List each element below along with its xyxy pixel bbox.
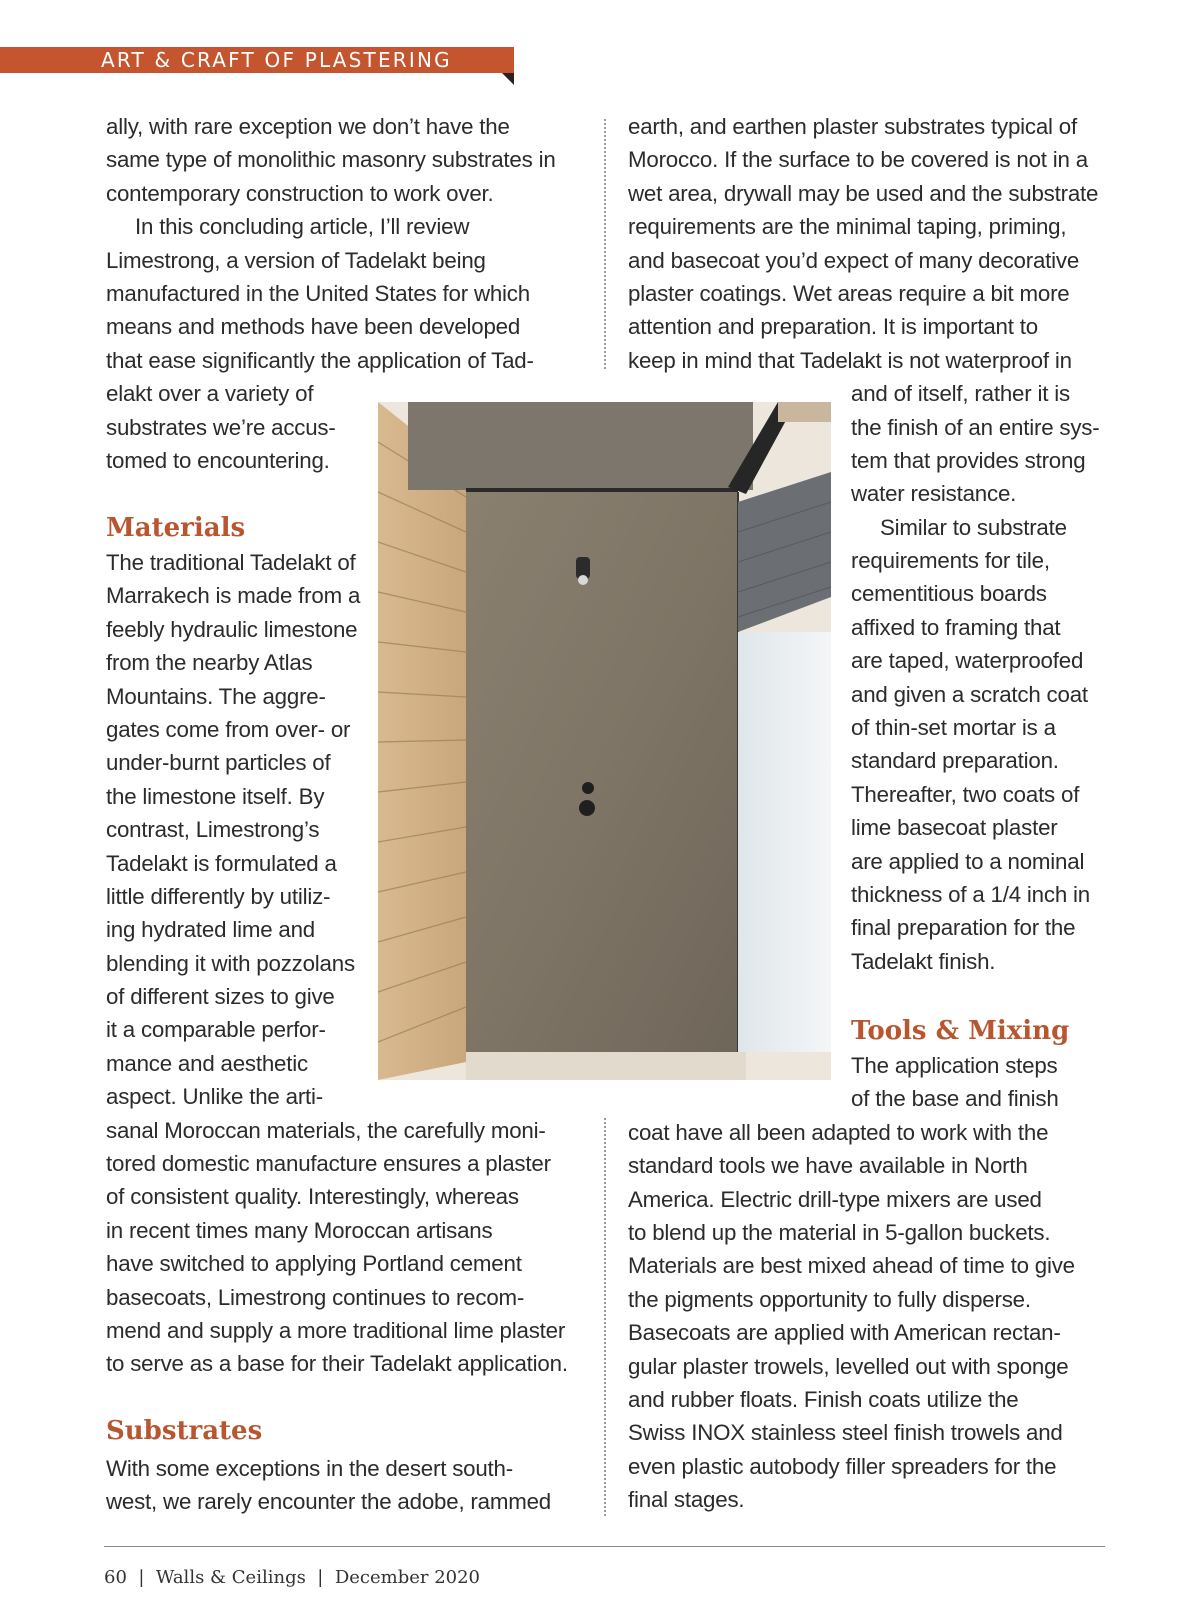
- text-line: means and methods have been developed: [106, 314, 521, 340]
- text-line: ing hydrated lime and: [106, 917, 315, 943]
- footer-separator: |: [317, 1567, 324, 1588]
- left-text-block-3: [106, 1452, 551, 1519]
- text-line: aspect. Unlike the arti-: [106, 1084, 324, 1110]
- text-line: The traditional Tadelakt of: [106, 550, 356, 575]
- text-line: tem that provides strong: [851, 447, 1086, 473]
- text-line: under-burnt particles of: [106, 750, 331, 776]
- text-line: sanal Moroccan materials, the carefully moni-: [106, 1117, 546, 1143]
- text-line: have switched to applying Portland cement: [106, 1251, 522, 1277]
- heading-materials: Materials: [106, 513, 246, 543]
- text-line: of different sizes to give: [106, 984, 335, 1010]
- text-line: elakt over a variety of: [106, 381, 314, 407]
- text-line: standard preparation.: [851, 748, 1059, 774]
- right-text-block-2: [628, 1049, 1075, 1516]
- text-line: coat have all been adapted to work with the: [628, 1119, 1049, 1145]
- text-line: feebly hydraulic limestone: [106, 616, 358, 642]
- banner-fold: [502, 73, 514, 85]
- text-line: cementitious boards: [851, 581, 1047, 607]
- text-line: Materials are best mixed ahead of time to give: [628, 1253, 1075, 1279]
- page-number: 60: [104, 1567, 127, 1588]
- text-line: of the base and finish: [851, 1086, 1059, 1112]
- text-line: standard tools we have available in North: [628, 1153, 1028, 1179]
- text-line: of thin-set mortar is a: [851, 715, 1056, 741]
- text-line: and given a scratch coat: [851, 681, 1088, 707]
- text-line: to serve as a base for their Tadelakt application.: [106, 1351, 568, 1377]
- section-banner: [0, 47, 514, 73]
- text-line: tomed to encountering.: [106, 447, 330, 473]
- text-line: wet area, drywall may be used and the substrate: [628, 180, 1099, 206]
- text-line: Morocco. If the surface to be covered is not in a: [628, 147, 1088, 173]
- text-line: Tadelakt is formulated a: [106, 850, 337, 876]
- text-line: water resistance.: [851, 481, 1017, 507]
- text-line: final preparation for the: [851, 915, 1076, 941]
- text-line: In this concluding article, I’ll review: [135, 214, 470, 240]
- text-line: Swiss INOX stainless steel finish trowels and: [628, 1420, 1063, 1446]
- text-line: thickness of a 1/4 inch in: [851, 881, 1090, 907]
- text-line: requirements are the minimal taping, priming,: [628, 214, 1067, 240]
- publication-name: Walls & Ceilings: [155, 1567, 306, 1588]
- text-line: in recent times many Moroccan artisans: [106, 1217, 493, 1243]
- issue-date: December 2020: [334, 1567, 481, 1588]
- text-line: lime basecoat plaster: [851, 815, 1058, 841]
- text-line: Marrakech is made from a: [106, 583, 361, 609]
- text-line: With some exceptions in the desert south-: [106, 1456, 513, 1481]
- text-line: Basecoats are applied with American rectan-: [628, 1320, 1061, 1346]
- text-line: and basecoat you’d expect of many decorative: [628, 247, 1080, 273]
- heading-substrates: Substrates: [106, 1416, 263, 1446]
- text-line: and rubber floats. Finish coats utilize the: [628, 1386, 1019, 1412]
- text-line: from the nearby Atlas: [106, 650, 313, 676]
- text-line: affixed to framing that: [851, 614, 1061, 640]
- text-line: tored domestic manufacture ensures a plaster: [106, 1151, 551, 1177]
- column-divider-bottom: [604, 1118, 606, 1516]
- section-title: ART & CRAFT OF PLASTERING: [101, 48, 452, 72]
- text-line: final stages.: [628, 1487, 745, 1513]
- text-line: it a comparable perfor-: [106, 1017, 326, 1043]
- text-line: the finish of an entire sys-: [851, 414, 1100, 440]
- text-line: gular plaster trowels, levelled out with sponge: [628, 1353, 1069, 1379]
- footer-separator: |: [138, 1567, 145, 1588]
- text-line: west, we rarely encounter the adobe, rammed: [106, 1489, 552, 1515]
- column-divider-top: [604, 119, 606, 369]
- text-line: basecoats, Limestrong continues to recom-: [106, 1284, 525, 1310]
- text-line: and of itself, rather it is: [851, 381, 1070, 407]
- page-footer: [104, 1567, 480, 1588]
- text-line: Limestrong, a version of Tadelakt being: [106, 247, 486, 273]
- text-line: the limestone itself. By: [106, 783, 325, 809]
- text-line: Thereafter, two coats of: [851, 781, 1080, 807]
- text-line: keep in mind that Tadelakt is not waterproof in: [628, 347, 1072, 373]
- text-line: contemporary construction to work over.: [106, 180, 494, 206]
- text-line: plaster coatings. Wet areas require a bit more: [628, 280, 1070, 306]
- text-line: substrates we’re accus-: [106, 414, 336, 440]
- shower-photo: [378, 402, 831, 1080]
- text-line: the pigments opportunity to fully disperse.: [628, 1286, 1031, 1312]
- text-line: are applied to a nominal: [851, 848, 1085, 874]
- footer-rule: [104, 1546, 1105, 1547]
- text-line: that ease significantly the application of Tad-: [106, 347, 534, 373]
- text-line: little differently by utiliz-: [106, 883, 331, 909]
- text-line: gates come from over- or: [106, 716, 351, 742]
- text-line: Similar to substrate: [880, 514, 1067, 540]
- text-line: mance and aesthetic: [106, 1050, 308, 1076]
- tadelakt-shower-image: [378, 402, 831, 1080]
- text-line: The application steps: [851, 1053, 1058, 1078]
- text-line: blending it with pozzolans: [106, 950, 355, 976]
- text-line: America. Electric drill-type mixers are used: [628, 1186, 1042, 1212]
- text-line: are taped, waterproofed: [851, 648, 1084, 674]
- text-line: ally, with rare exception we don’t have the: [106, 114, 510, 139]
- text-line: requirements for tile,: [851, 548, 1050, 574]
- text-line: even plastic autobody filler spreaders for the: [628, 1453, 1057, 1479]
- text-line: contrast, Limestrong’s: [106, 817, 320, 843]
- text-line: attention and preparation. It is important to: [628, 314, 1038, 340]
- heading-tools-mixing: Tools & Mixing: [851, 1016, 1070, 1046]
- text-line: earth, and earthen plaster substrates typical of: [628, 114, 1077, 139]
- text-line: Tadelakt finish.: [851, 948, 996, 974]
- text-line: of consistent quality. Interestingly, whereas: [106, 1184, 519, 1210]
- text-line: manufactured in the United States for which: [106, 280, 530, 306]
- text-line: same type of monolithic masonry substrates in: [106, 147, 556, 173]
- text-line: to blend up the material in 5-gallon buckets.: [628, 1219, 1051, 1245]
- text-line: mend and supply a more traditional lime plaster: [106, 1317, 566, 1343]
- text-line: Mountains. The aggre-: [106, 683, 326, 709]
